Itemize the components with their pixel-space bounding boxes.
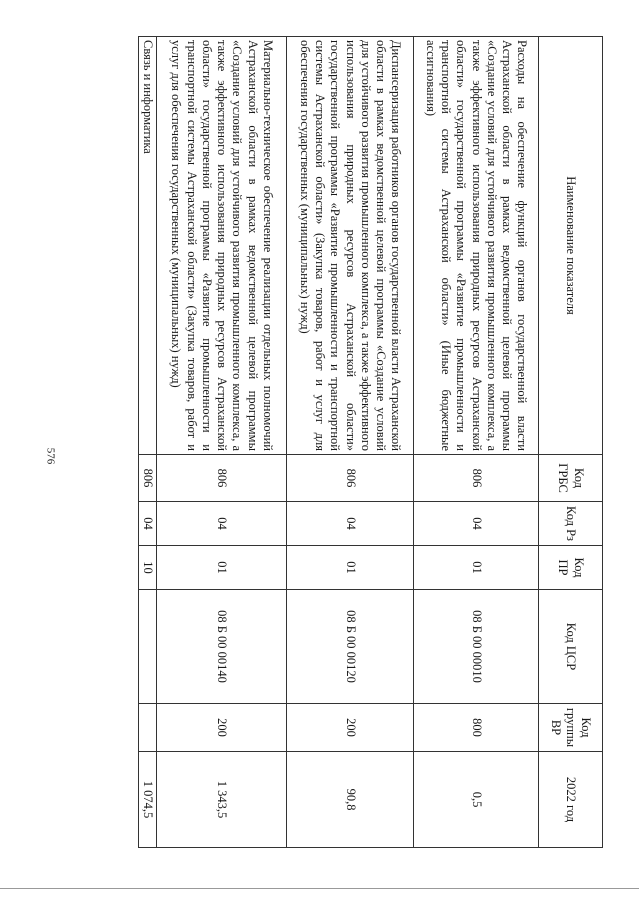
header-year: 2022 год [539, 752, 603, 848]
row-rz: 04 [157, 502, 287, 546]
table-row [138, 37, 156, 848]
row-grbs: 806 [414, 455, 539, 502]
row-rz: 04 [138, 502, 156, 546]
row-grbs: 806 [157, 455, 287, 502]
rotated-page [141, 36, 603, 847]
row-vr [138, 704, 156, 752]
row-rz: 04 [287, 502, 414, 546]
header-rz: Код Рз [539, 502, 603, 546]
budget-table [138, 36, 603, 848]
row-value: 90,8 [287, 752, 414, 848]
row-value: 1 343,5 [157, 752, 287, 848]
page-number: 576 [44, 447, 57, 465]
row-pr: 01 [287, 546, 414, 590]
row-vr: 200 [287, 704, 414, 752]
row-value: 0,5 [414, 752, 539, 848]
row-pr: 10 [138, 546, 156, 590]
row-name: Расходы на обеспечение функций органов государственной власти Астраханской области в рамках ведомственной целевой программы «Создание условий для устойчивого развития промышленного комплекса, а также эффективного использования природных ресурсов Астраханской области» государственной программы «Развитие промышленности и транспортной системы Астраханской области» (Иные бюджетные ассигнования) [414, 37, 539, 455]
header-vr: Код группы ВР [539, 704, 603, 752]
header-name: Наименование показателя [539, 37, 603, 455]
table-row [157, 37, 287, 848]
row-grbs: 806 [138, 455, 156, 502]
row-name: Материально-техническое обеспечение реализации отдельных полномочий Астраханской области в рамках ведомственной целевой программы «Создание условий для устойчивого развития промышленного комплекса, а также эффективного использования природных ресурсов Астраханской области» государственной программы «Развитие промышленности и транспортной системы Астраханской области» (Закупка товаров, работ и услуг для обеспечения государственных (муниципальных) нужд) [157, 37, 287, 455]
page-bottom-rule [0, 888, 639, 889]
row-csr: 08 Б 00 00140 [157, 590, 287, 704]
row-pr: 01 [157, 546, 287, 590]
row-pr: 01 [414, 546, 539, 590]
header-grbs: Код ГРБС [539, 455, 603, 502]
row-value: 1 074,5 [138, 752, 156, 848]
row-csr: 08 Б 00 00010 [414, 590, 539, 704]
row-vr: 200 [157, 704, 287, 752]
row-rz: 04 [414, 502, 539, 546]
header-pr: Код ПР [539, 546, 603, 590]
header-csr: Код ЦСР [539, 590, 603, 704]
row-grbs: 806 [287, 455, 414, 502]
table-row [414, 37, 539, 848]
row-name: Связь и информатика [138, 37, 156, 455]
table-row [287, 37, 414, 848]
row-csr [138, 590, 156, 704]
header-row [539, 37, 603, 848]
row-vr: 800 [414, 704, 539, 752]
row-name: Диспансеризация работников органов государственной власти Астраханской области в рамках ведомственной целевой программы «Создание условий для устойчивого развития промышленного комплекса, а также эффективного использования природных ресурсов Астраханской области» государственной программы «Развитие промышленности и транспортной системы Астраханской области» (Закупка товаров, работ и услуг для обеспечения государственных (муниципальных) нужд) [287, 37, 414, 455]
row-csr: 08 Б 00 00120 [287, 590, 414, 704]
